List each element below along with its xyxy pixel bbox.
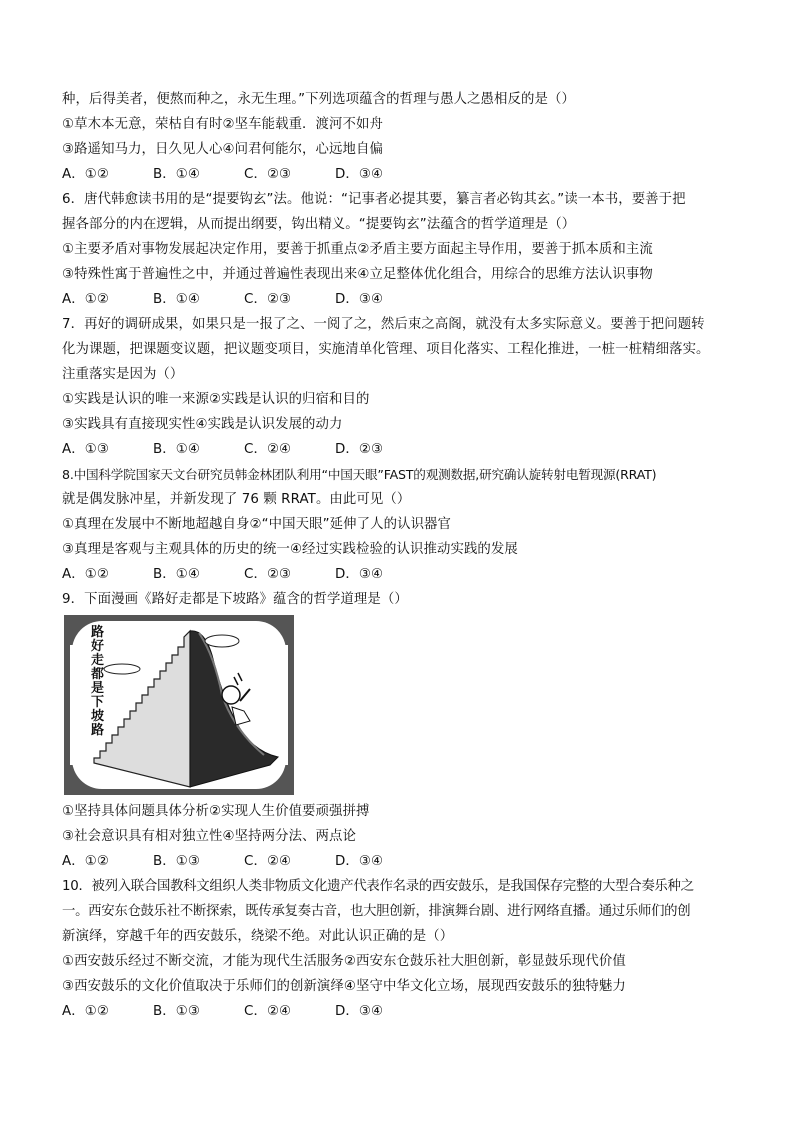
exam-page: [62, 87, 742, 1024]
option-a: A．①②: [62, 1004, 109, 1019]
q8-statement-line: ①真理在发展中不断地超越自身②“中国天眼”延伸了人的认识器官: [62, 517, 452, 532]
q10-stem-line: 一。西安东仓鼓乐社不断探索，既传承复奏古音，也大胆创新，排演舞台剧、进行网络直播。通过乐师们的创: [62, 904, 691, 919]
option-c: C．②④: [244, 854, 292, 869]
q5-stem-line: 种，后得美者，便熬而种之，永无生理。”下列选项蕴含的哲理与愚人之愚相反的是（）: [62, 92, 575, 107]
option-d: D．③④: [335, 567, 384, 582]
option-c: C．②③: [244, 292, 292, 307]
q5-statement-line: ①草木本无意，荣枯自有时②坚车能载重．渡河不如舟: [62, 117, 384, 132]
q10-statement-line: ③西安鼓乐的文化价值取决于乐师们的创新演绎④坚守中华文化立场，展现西安鼓乐的独特魅力: [62, 979, 626, 994]
option-a: A．①③: [62, 442, 109, 457]
q9-stem-line: 9．下面漫画《路好走都是下坡路》蕴含的哲学道理是（）: [62, 592, 408, 607]
q9-statement-line: ①坚持具体问题具体分析②实现人生价值要顽强拼搏: [62, 804, 370, 819]
option-b: B．①④: [153, 292, 200, 307]
option-d: D．③④: [335, 854, 384, 869]
option-d: D．③④: [335, 1004, 384, 1019]
q6-stem-line: 6．唐代韩愈读书用的是“提要钩玄”法。他说：“记事者必提其要，纂言者必钩其玄。”读一本书，要善于把: [62, 192, 686, 207]
option-a: A．①②: [62, 292, 109, 307]
option-b: B．①④: [153, 567, 200, 582]
q8-stem-line: 就是偶发脉冲星，并新发现了 76 颗 RRAT。由此可见（）: [62, 492, 411, 507]
q10-stem-line: 新演绎，穿越千年的西安鼓乐，绕梁不绝。对此认识正确的是（）: [62, 929, 454, 944]
q5-options: [62, 162, 742, 187]
q6-statement-line: ①主要矛盾对事物发展起决定作用，要善于抓重点②矛盾主要方面起主导作用，要善于抓本质和主流: [62, 242, 653, 257]
q7-options: [62, 437, 742, 462]
q9-statement-line: ③社会意识具有相对独立性④坚持两分法、两点论: [62, 829, 357, 844]
q7-stem-line: 化为课题，把课题变议题，把议题变项目，实施清单化管理、项目化落实、工程化推进，一桩一桩精细落实。: [62, 342, 710, 357]
q10-stem-line: 10．被列入联合国教科文组织人类非物质文化遗产代表作名录的西安鼓乐，是我国保存完整的大型合奏乐种之: [62, 879, 694, 894]
q10-options: [62, 999, 742, 1024]
q6-options: [62, 287, 742, 312]
option-b: B．①④: [153, 442, 200, 457]
q6-stem-line: 握各部分的内在逻辑，从而提出纲要，钩出精义。“提要钩玄”法蕴含的哲学道理是（）: [62, 217, 576, 232]
option-c: C．②④: [244, 1004, 292, 1019]
cartoon-caption: 路好走都是下坡路: [91, 625, 105, 738]
option-b: B．①③: [153, 1004, 200, 1019]
q9-options: [62, 849, 742, 874]
option-d: D．③④: [335, 292, 384, 307]
q10-statement-line: ①西安鼓乐经过不断交流，才能为现代生活服务②西安东仓鼓乐社大胆创新，彰显鼓乐现代价值: [62, 954, 626, 969]
option-d: D．③④: [335, 167, 384, 182]
q8-stem-line: 8.中国科学院国家天文台研究员韩金林团队利用“中国天眼”FAST的观测数据,研究确认旋转射电暂现源(RRAT): [62, 467, 657, 482]
option-a: A．①②: [62, 167, 109, 182]
q8-statement-line: ③真理是客观与主观具体的历史的统一④经过实践检验的认识推动实践的发展: [62, 542, 518, 557]
option-a: A．①②: [62, 567, 109, 582]
option-b: B．①④: [153, 167, 200, 182]
q7-stem-line: 7．再好的调研成果，如果只是一报了之、一阅了之，然后束之高阁，就没有太多实际意义。要善于把问题转: [62, 317, 705, 332]
option-b: B．①③: [153, 854, 200, 869]
option-c: C．②③: [244, 567, 292, 582]
q7-stem-line: 注重落实是因为（）: [62, 367, 184, 382]
option-c: C．②④: [244, 442, 292, 457]
cartoon-figure: [62, 612, 742, 799]
q6-statement-line: ③特殊性寓于普遍性之中，并通过普遍性表现出来④立足整体优化组合，用综合的思维方法认识事物: [62, 267, 653, 282]
q8-options: [62, 562, 742, 587]
q5-statement-line: ③路遥知马力，日久见人心④问君何能尔，心远地自偏: [62, 142, 384, 157]
q7-statement-line: ③实践具有直接现实性④实践是认识发展的动力: [62, 417, 343, 432]
option-c: C．②③: [244, 167, 292, 182]
option-a: A．①②: [62, 854, 109, 869]
q7-statement-line: ①实践是认识的唯一来源②实践是认识的归宿和目的: [62, 392, 370, 407]
option-d: D．②③: [335, 442, 384, 457]
